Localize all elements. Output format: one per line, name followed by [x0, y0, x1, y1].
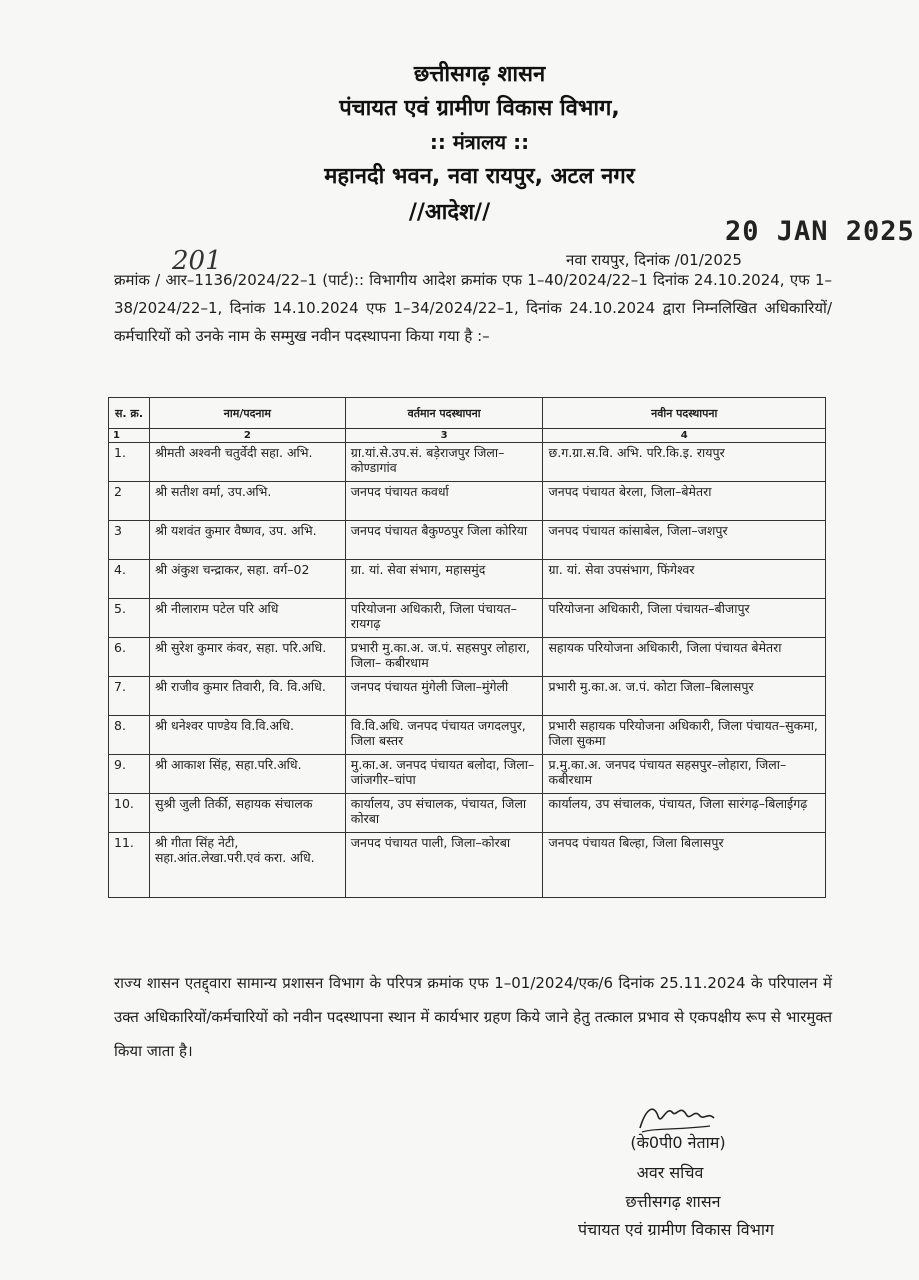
- cell-new-posting: प्र.मु.का.अ. जनपद पंचायत सहसपुर–लोहारा, जिला–कबीरधाम: [543, 755, 826, 794]
- transfer-table: [108, 397, 826, 898]
- signatory-designation: अवर सचिव: [636, 1163, 704, 1182]
- table-header-row: [109, 398, 826, 429]
- col-number: 3: [345, 429, 543, 443]
- cell-new-posting: परियोजना अधिकारी, जिला पंचायत–बीजापुर: [543, 599, 826, 638]
- cell-current-posting: वि.वि.अधि. जनपद पंचायत जगदलपुर, जिला बस्तर: [345, 716, 543, 755]
- signatory-name: (के0पी0 नेताम): [630, 1133, 726, 1152]
- cell-serial: 11.: [109, 833, 150, 898]
- cell-current-posting: मु.का.अ. जनपद पंचायत बलोदा, जिला–जांजगीर–चांपा: [345, 755, 543, 794]
- cell-name: श्री सतीश वर्मा, उप.अभि.: [149, 482, 345, 521]
- closing-paragraph: राज्य शासन एतद्द्वारा सामान्य प्रशासन विभाग के परिपत्र क्रमांक एफ 1–01/2024/एक/6 दिनांक 25.11.2024 के परिपालन में उक्त अधिकारियों/कर्मचारियों को नवीन पदस्थापना स्थान में कार्यभार ग्रहण किये जाने हेतु तत्काल प्रभाव से एकपक्षीय रूप से भारमुक्त किया जाता है।: [114, 974, 832, 1060]
- cell-new-posting: कार्यालय, उप संचालक, पंचायत, जिला सारंगढ़–बिलाईगढ़: [543, 794, 826, 833]
- date-stamp: 20 JAN 2025: [725, 216, 915, 247]
- header-department: पंचायत एवं ग्रामीण विकास विभाग,: [339, 96, 620, 121]
- cell-new-posting: जनपद पंचायत कांसाबेल, जिला–जशपुर: [543, 521, 826, 560]
- cell-serial: 7.: [109, 677, 150, 716]
- cell-name: सुश्री जुली तिर्की, सहायक संचालक: [149, 794, 345, 833]
- cell-current-posting: जनपद पंचायत कवर्धा: [345, 482, 543, 521]
- cell-current-posting: ग्रा.यां.से.उप.सं. बड़ेराजपुर जिला–कोण्डागांव: [345, 443, 543, 482]
- table-row: [109, 482, 826, 521]
- cell-current-posting: कार्यालय, उप संचालक, पंचायत, जिला कोरबा: [345, 794, 543, 833]
- cell-serial: 9.: [109, 755, 150, 794]
- cell-current-posting: प्रभारी मु.का.अ. ज.पं. सहसपुर लोहारा, जिला– कबीरधाम: [345, 638, 543, 677]
- cell-current-posting: जनपद पंचायत बैकुण्ठपुर जिला कोरिया: [345, 521, 543, 560]
- table-col-number-row: [109, 429, 826, 443]
- cell-serial: 1.: [109, 443, 150, 482]
- cell-name: श्री आकाश सिंह, सहा.परि.अधि.: [149, 755, 345, 794]
- cell-name: श्री नीलाराम पटेल परि अधि: [149, 599, 345, 638]
- col-header-current-posting: वर्तमान पदस्थापना: [345, 398, 543, 429]
- table-row: [109, 638, 826, 677]
- table-row: [109, 794, 826, 833]
- cell-name: श्री अंकुश चन्द्राकर, सहा. वर्ग–02: [149, 560, 345, 599]
- table-row: [109, 716, 826, 755]
- cell-new-posting: जनपद पंचायत बेरला, जिला–बेमेतरा: [543, 482, 826, 521]
- cell-name: श्री गीता सिंह नेटी, सहा.आंत.लेखा.परी.एवं करा. अधि.: [149, 833, 345, 898]
- cell-new-posting: जनपद पंचायत बिल्हा, जिला बिलासपुर: [543, 833, 826, 898]
- cell-new-posting: छ.ग.ग्रा.स.वि. अभि. परि.कि.इ. रायपुर: [543, 443, 826, 482]
- table-row: [109, 677, 826, 716]
- cell-name: श्री राजीव कुमार तिवारी, वि. वि.अधि.: [149, 677, 345, 716]
- header-ministry: :: मंत्रालय ::: [429, 130, 530, 154]
- col-header-name: नाम/पदनाम: [149, 398, 345, 429]
- cell-current-posting: जनपद पंचायत मुंगेली जिला–मुंगेली: [345, 677, 543, 716]
- cell-current-posting: ग्रा. यां. सेवा संभाग, महासमुंद: [345, 560, 543, 599]
- cell-name: श्री यशवंत कुमार वैष्णव, उप. अभि.: [149, 521, 345, 560]
- cell-current-posting: जनपद पंचायत पाली, जिला–कोरबा: [345, 833, 543, 898]
- table-row: [109, 599, 826, 638]
- col-number: 2: [149, 429, 345, 443]
- cell-new-posting: ग्रा. यां. सेवा उपसंभाग, फिंगेश्वर: [543, 560, 826, 599]
- header-address: महानदी भवन, नवा रायपुर, अटल नगर: [324, 164, 635, 189]
- cell-new-posting: प्रभारी मु.का.अ. ज.पं. कोटा जिला–बिलासपुर: [543, 677, 826, 716]
- cell-serial: 3: [109, 521, 150, 560]
- cell-serial: 10.: [109, 794, 150, 833]
- signatory-department: पंचायत एवं ग्रामीण विकास विभाग: [577, 1220, 775, 1239]
- table-row: [109, 560, 826, 599]
- col-number: 4: [543, 429, 826, 443]
- handwritten-order-number: 201: [172, 246, 222, 276]
- col-number: 1: [109, 429, 150, 443]
- header-order-title: //आदेश//: [408, 200, 491, 225]
- cell-serial: 6.: [109, 638, 150, 677]
- cell-serial: 5.: [109, 599, 150, 638]
- cell-current-posting: परियोजना अधिकारी, जिला पंचायत–रायगढ़: [345, 599, 543, 638]
- place-and-date: नवा रायपुर, दिनांक /01/2025: [566, 251, 742, 269]
- cell-name: श्री धनेश्वर पाण्डेय वि.वि.अधि.: [149, 716, 345, 755]
- col-header-new-posting: नवीन पदस्थापना: [543, 398, 826, 429]
- cell-new-posting: सहायक परियोजना अधिकारी, जिला पंचायत बेमेतरा: [543, 638, 826, 677]
- cell-serial: 4.: [109, 560, 150, 599]
- table-row: [109, 755, 826, 794]
- intro-paragraph: क्रमांक / आर–1136/2024/22–1 (पार्ट):: विभागीय आदेश क्रमांक एफ 1–40/2024/22–1 दिनांक 24.10.2024, एफ 1–38/2024/22–1, दिनांक 14.10.2024 एफ 1–34/2024/22–1, दिनांक 24.10.2024 द्वारा निम्नलिखित अधिकारियों/कर्मचारियों को उनके नाम के सम्मुख नवीन पदस्थापना किया गया है :–: [114, 271, 832, 345]
- table-row: [109, 833, 826, 898]
- cell-serial: 8.: [109, 716, 150, 755]
- table-row: [109, 521, 826, 560]
- cell-serial: 2: [109, 482, 150, 521]
- col-header-serial: स. क्र.: [109, 398, 150, 429]
- cell-name: श्री सुरेश कुमार कंवर, सहा. परि.अधि.: [149, 638, 345, 677]
- cell-name: श्रीमती अश्वनी चतुर्वेदी सहा. अभि.: [149, 443, 345, 482]
- signatory-government: छत्तीसगढ़ शासन: [625, 1192, 721, 1211]
- cell-new-posting: प्रभारी सहायक परियोजना अधिकारी, जिला पंचायत–सुकमा, जिला सुकमा: [543, 716, 826, 755]
- table-row: [109, 443, 826, 482]
- header-government: छत्तीसगढ़ शासन: [413, 62, 546, 87]
